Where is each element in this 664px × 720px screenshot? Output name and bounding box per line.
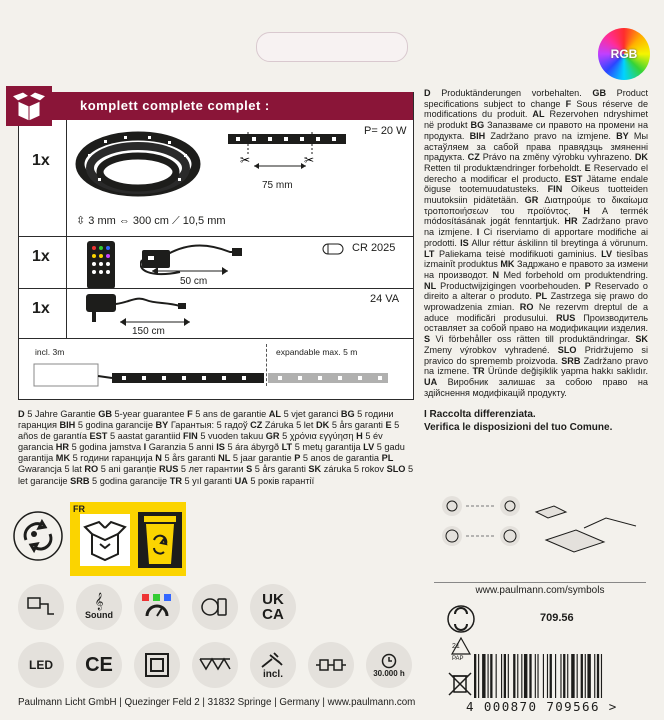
battery-label: CR 2025: [352, 242, 396, 254]
barcode-bar: [513, 654, 515, 698]
spec-text: Vi förbehåller oss rätten till produktändringar.: [430, 334, 636, 345]
barcode-bar: [550, 654, 552, 698]
warranty-text: 5 vuoden takuu: [197, 431, 266, 442]
warranty-code: GR: [265, 431, 280, 442]
spec-text: Paliekama teisė modifikuoti gaminius.: [434, 248, 602, 259]
sound-control-icon: 𝄞 Sound: [76, 584, 122, 630]
warranty-text: záruka 5 rokov: [321, 464, 387, 475]
barcode-bar: [521, 654, 522, 698]
warranty-code: E: [385, 420, 392, 431]
barcode-bar: [517, 654, 518, 698]
strip-dimensions: ⇳ 3 mm ⇔ 300 cm ⟋ 10,5 mm: [76, 215, 226, 227]
warranty-code: F: [187, 409, 193, 419]
spec-text: Мы астаўляем за сабой права правядзць змяненні прадукта.: [424, 130, 649, 163]
barcode-number: 4 000870 709566 >: [466, 699, 618, 714]
recycle-bin-icon: [138, 512, 182, 568]
warranty-text: 5 ans de garantie: [192, 409, 269, 419]
spec-code: S: [424, 334, 431, 345]
warranty-code: UA: [234, 475, 248, 486]
connector-icon: [308, 642, 354, 688]
warranty-text: 5 års garanti: [329, 420, 386, 431]
warranty-text: 5 års garanti: [161, 453, 219, 464]
lifetime-label: 30.000 h: [373, 668, 405, 678]
spec-text: Zastrzega się prawo do wprowadzenia zmian.: [424, 291, 648, 313]
spec-code: DK: [634, 152, 648, 163]
cut-length-label: 75 mm: [262, 180, 293, 191]
ukca-bottom: CA: [262, 606, 284, 623]
spec-text: Oikeus tuotteiden muutoksiin pidätetään.: [424, 184, 648, 206]
spec-text: tiesības izmainīt produktus: [424, 248, 648, 270]
spec-text: Allur réttur áskilinn til breytinga á vörunum.: [468, 237, 648, 248]
spec-code: MK: [500, 259, 515, 270]
ukca-top: UK: [262, 591, 284, 608]
spec-code: BG: [470, 120, 485, 131]
spec-code: RO: [519, 302, 534, 313]
warranty-code: LT: [281, 442, 293, 453]
row-divider: [18, 288, 413, 289]
barcode-bar: [478, 654, 479, 698]
barcode-bar: [571, 654, 574, 698]
expandable-label: expandable max. 5 m: [276, 347, 358, 357]
spec-text: Reservado o direito a alterar o produto.: [424, 280, 648, 302]
warranty-code: DK: [316, 420, 330, 431]
ce-mark: [76, 642, 122, 688]
warranty-text: 5 év garancia: [18, 431, 383, 453]
barcode-bar: [524, 654, 527, 698]
product-change-notice: [424, 88, 648, 398]
light-symbols-icon: [436, 490, 650, 554]
warranty-text: Гарантыя: 5 гадоў: [168, 420, 251, 431]
recycling-code-number: 21: [452, 643, 460, 650]
recycling-line: I Raccolta differenziata.: [424, 409, 536, 420]
row-divider: [18, 236, 413, 237]
barcode-bar: [504, 654, 506, 698]
spec-code: F: [565, 98, 572, 109]
ce-label: CE: [85, 653, 113, 676]
spec-code: HR: [564, 216, 578, 227]
triman-icon: [12, 510, 64, 562]
spec-text: Rezervohen ndryshimet në produkt: [424, 109, 648, 131]
spec-text: Zadržano pravo na izmene.: [424, 355, 648, 377]
warranty-text: [18, 409, 416, 487]
voltage-label: 24 VA: [370, 293, 400, 305]
barcode-bar: [529, 654, 531, 698]
column-divider: [66, 120, 67, 338]
fr-label: FR: [73, 504, 85, 514]
spec-code: D: [424, 88, 431, 98]
spec-text: Produktänderungen vorbehalten.: [430, 88, 593, 98]
controller-cable-label: 50 cm: [180, 276, 208, 287]
barcode-bar: [490, 654, 492, 698]
spec-code: H: [583, 205, 590, 216]
spec-code: LT: [424, 248, 435, 259]
spec-code: E: [584, 162, 591, 173]
barcode-bar: [508, 654, 509, 698]
warranty-text: 5 godina jamstva: [69, 442, 144, 453]
incl-label: incl. 3m: [35, 347, 65, 357]
warranty-text: 5 aastat garantiid: [107, 431, 183, 442]
warranty-text: 5 ani garanție: [98, 464, 159, 475]
spec-code: FIN: [547, 184, 563, 195]
spec-code: NL: [424, 280, 437, 291]
recycling-note: [424, 408, 650, 434]
barcode-bar: [563, 654, 565, 698]
symbols-url[interactable]: www.paulmann.com/symbols: [434, 582, 646, 596]
article-number: 709.56: [540, 612, 574, 624]
barcode-bar: [535, 654, 536, 698]
warranty-text: 5 metų garantija: [292, 442, 364, 453]
battery-icon: [322, 243, 344, 255]
barcode-bar: [501, 654, 502, 698]
warranty-text: 5 gadu garantija: [18, 442, 405, 464]
spec-text: Задржано е правото за измени на производот.: [424, 259, 648, 280]
barcode-bar: [474, 654, 476, 698]
warranty-code: GB: [98, 409, 112, 419]
warranty-text: 5 ára ábyrgð: [224, 442, 282, 453]
qty-strip: 1x: [32, 152, 50, 169]
green-dot-icon: [446, 604, 476, 634]
rgb-label: RGB: [610, 47, 638, 61]
spec-code: I: [476, 227, 480, 238]
rgb-badge: [598, 28, 650, 80]
spec-text: Zadržano pravo na izmjene.: [424, 216, 649, 238]
warranty-code: RO: [84, 464, 99, 475]
spec-code: GR: [524, 195, 539, 206]
barcode-bar: [547, 654, 548, 698]
spec-code: TR: [472, 366, 485, 377]
recycling-code-label: PAP: [452, 656, 464, 662]
barcode-bar: [581, 654, 583, 698]
spec-code: P: [584, 280, 591, 291]
spec-text: Ne rezervm dreptul de a aduce modificări produsului.: [424, 302, 648, 323]
barcode-bar: [496, 654, 497, 698]
qty-adapter: 1x: [32, 300, 50, 317]
barcode-bar: [560, 654, 561, 698]
warranty-code: N: [155, 453, 162, 464]
barcode-bar: [488, 654, 489, 698]
led-label: LED: [29, 658, 53, 672]
spec-code: EST: [564, 173, 583, 184]
spec-text: Product specifications subject to change: [424, 88, 648, 109]
sound-label: Sound: [85, 610, 113, 620]
warranty-code: SLO: [386, 464, 406, 475]
warranty-text: 5 години гаранција: [70, 453, 156, 464]
warranty-code: SK: [308, 464, 322, 475]
spec-text: Reservado el derecho a modificar el producto.: [424, 162, 648, 184]
spec-text: Pridržujemo si pravico do sprememb proizvoda.: [424, 344, 648, 366]
spec-text: Zmeny výrobkov vyhradené.: [424, 344, 558, 355]
barcode-bar: [543, 654, 544, 698]
plug-included-icon: [250, 642, 296, 688]
incl-feature-label: incl.: [262, 668, 283, 680]
warranty-text: 5 години гаранция: [18, 409, 394, 431]
warranty-code: EST: [89, 431, 108, 442]
barcode-bar: [537, 654, 538, 698]
warranty-text: 5 vjet garanci: [281, 409, 341, 419]
contents-banner: [18, 92, 413, 120]
warranty-code: NL: [218, 453, 231, 464]
warranty-text: 5 años de garantía: [18, 420, 400, 442]
hang-tab: [256, 32, 408, 62]
spec-text: Retten til produktændringer forbeholdt.: [424, 162, 585, 173]
spec-code: BY: [616, 130, 629, 141]
warranty-code: H: [356, 431, 363, 442]
color-wheel-icon: [134, 584, 180, 630]
warranty-code: BY: [155, 420, 169, 431]
spec-code: UA: [424, 376, 438, 387]
warranty-code: BG: [340, 409, 355, 419]
barcode-bar: [587, 654, 590, 698]
warranty-text: 5 лет гарантии: [178, 464, 247, 475]
barcode-bar: [482, 654, 485, 698]
barcode-bar: [601, 654, 602, 698]
svg-text:✂: ✂: [240, 153, 251, 167]
spec-text: Productwijzigingen voorbehouden.: [436, 280, 585, 291]
row-divider: [18, 338, 413, 339]
barcode-bar: [585, 654, 586, 698]
banner-text: komplett complete complet :: [80, 98, 270, 113]
spec-text: A termék módosításának jogát fenntartjuk.: [424, 205, 649, 227]
spec-text: Üründe değişiklik yapma hakkı saklıdır.: [484, 366, 648, 377]
warranty-code: MK: [55, 453, 71, 464]
warranty-code: BIH: [59, 420, 76, 431]
warranty-text: 5 godina garancije: [75, 420, 156, 431]
warranty-code: AL: [268, 409, 282, 419]
ukca-mark: [250, 584, 296, 630]
spec-code: BIH: [469, 130, 486, 141]
warranty-text: 5 års garanti: [252, 464, 309, 475]
open-box-icon: [6, 86, 52, 126]
qty-remote: 1x: [32, 248, 50, 265]
spec-code: SRB: [561, 355, 581, 366]
spec-text: Sous réserve de modifications du produit.: [424, 98, 648, 120]
remote-control-icon: [86, 240, 116, 290]
spec-text: Zadržano pravo na izmjene.: [485, 130, 617, 141]
warranty-code: IS: [216, 442, 225, 453]
warranty-code: PL: [381, 453, 394, 464]
spec-code: LV: [601, 248, 613, 259]
power-adapter-icon: [18, 584, 64, 630]
warranty-text: 5 let garancije: [18, 464, 414, 486]
spec-code: AL: [532, 109, 545, 120]
warranty-text: 5 Jahre Garantie: [24, 409, 99, 419]
warranty-code: LV: [363, 442, 375, 453]
recycling-line: Verifica le disposizioni del tuo Comune.: [424, 422, 613, 433]
warranty-text: 5 anos de garantia: [300, 453, 382, 464]
led-icon: [18, 642, 64, 688]
company-footer: Paulmann Licht GmbH | Quezinger Feld 2 | 31832 Springe | Germany | www.paulmann.com: [18, 697, 416, 708]
spec-text: Med forbehold om produktendring.: [499, 269, 648, 280]
barcode-bar: [567, 654, 568, 698]
power-label: P= 20 W: [364, 125, 407, 137]
warranty-text: 5 років гарантії: [247, 475, 315, 486]
spec-text: Jätame endale õiguse tootemuudatusteks.: [424, 173, 649, 195]
lifetime-icon: [366, 642, 412, 688]
warranty-code: P: [294, 453, 301, 464]
barcode-bar: [597, 654, 599, 698]
warranty-text: 5-year guarantee: [111, 409, 188, 419]
spec-code: RUS: [556, 312, 576, 323]
spec-text: Производитель оставляет за собой право на модификации изделия.: [424, 312, 648, 334]
warranty-code: RUS: [158, 464, 179, 475]
packaging-icon: [80, 514, 130, 566]
spec-text: Запазваме си правото на промени на продукта.: [424, 120, 649, 141]
warranty-code: S: [246, 464, 253, 475]
led-strip-reel-icon: [68, 126, 208, 206]
spec-code: N: [492, 269, 500, 280]
warranty-code: CZ: [250, 420, 263, 431]
spec-code: PL: [535, 291, 548, 302]
warranty-text: 5 χρόνια εγγύηση: [279, 431, 357, 442]
warranty-code: D: [18, 409, 25, 419]
mounting-surface-icon: [192, 642, 238, 688]
svg-text:✂: ✂: [304, 153, 315, 167]
spec-code: IS: [460, 237, 469, 248]
spec-code: GB: [592, 88, 607, 98]
warranty-code: SRB: [70, 475, 90, 486]
spec-code: SLO: [557, 344, 577, 355]
warranty-text: 5 jaar garantie: [230, 453, 295, 464]
cut-marker-icon: [226, 130, 350, 176]
warranty-text: Garanzia 5 anni: [146, 442, 217, 453]
adapter-cable-label: 150 cm: [132, 326, 165, 337]
spec-code: SK: [635, 334, 648, 345]
warranty-text: 5 godina garancije: [89, 475, 170, 486]
spec-text: Právo na změny výrobku vyhrazeno.: [479, 152, 635, 163]
spec-text: Виробник залишає за собою право на здійснення модифікацій продукту.: [424, 376, 648, 398]
protection-class-icon: [134, 642, 180, 688]
dimmer-remote-icon: [192, 584, 238, 630]
spec-text: Διατηρούμε το δικαίωμα τροποποιήσεων του προϊόντος.: [424, 195, 648, 216]
spec-code: CZ: [467, 152, 480, 163]
warranty-code: FIN: [182, 431, 198, 442]
warranty-text: Gwarancja 5 lat: [18, 464, 85, 475]
warranty-code: I: [143, 442, 147, 453]
strip-extension-diagram: [32, 360, 392, 390]
warranty-code: HR: [55, 442, 70, 453]
warranty-text: 5 yıl garanti: [181, 475, 235, 486]
barcode-bar: [594, 654, 595, 698]
barcode-bar: [577, 654, 578, 698]
warranty-text: Záruka 5 let: [262, 420, 316, 431]
barcode-bar: [555, 654, 556, 698]
spec-text: Ci riserviamo di apportare modifiche ai prodotti.: [424, 227, 648, 248]
warranty-code: TR: [169, 475, 182, 486]
barcode: [470, 654, 650, 698]
